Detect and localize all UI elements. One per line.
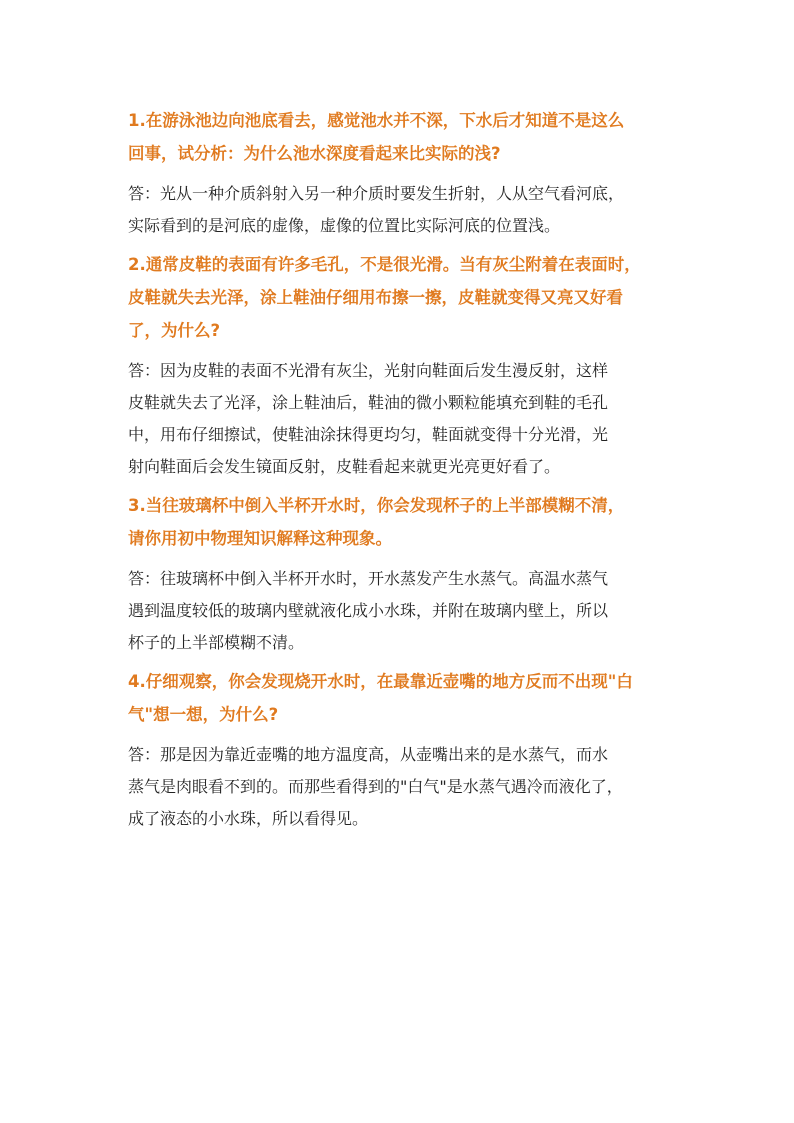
qa-item-2 — [128, 248, 688, 483]
document-page — [128, 104, 688, 841]
question-2: 2.通常皮鞋的表面有许多毛孔，不是很光滑。当有灰尘附着在表面时， 皮鞋就失去光泽，涂上鞋油仔细用布擦一擦，皮鞋就变得又亮又好看 了，为什么? — [128, 255, 641, 340]
qa-item-4 — [128, 665, 688, 835]
answer-3: 答：往玻璃杯中倒入半杯开水时，开水蒸发产生水蒸气。高温水蒸气 遇到温度较低的玻璃内壁就液化成小水珠，并附在玻璃内壁上，所以 杯子的上半部模糊不清。 — [128, 569, 609, 652]
question-1: 1.在游泳池边向池底看去，感觉池水并不深，下水后才知道不是这么 回事，试分析：为什么池水深度看起来比实际的浅? — [128, 111, 625, 163]
answer-1: 答：光从一种介质斜射入另一种介质时要发生折射，人从空气看河底， 实际看到的是河底的虚像，虚像的位置比实际河底的位置浅。 — [128, 184, 625, 235]
qa-item-3 — [128, 489, 688, 659]
question-3: 3.当往玻璃杯中倒入半杯开水时，你会发现杯子的上半部模糊不清， 请你用初中物理知识解释这种现象。 — [128, 496, 625, 548]
answer-2: 答：因为皮鞋的表面不光滑有灰尘，光射向鞋面后发生漫反射，这样 皮鞋就失去了光泽，涂上鞋油后，鞋油的微小颗粒能填充到鞋的毛孔 中，用布仔细擦试，使鞋油涂抹得更均匀，鞋面就变得十分光滑，光 射向鞋面后会发生镜面反射，皮鞋看起来就更光亮更好看了。 — [128, 361, 609, 476]
question-4: 4.仔细观察，你会发现烧开水时，在最靠近壶嘴的地方反而不出现"白 气"想一想，为什么? — [128, 672, 633, 724]
answer-4: 答：那是因为靠近壶嘴的地方温度高，从壶嘴出来的是水蒸气，而水 蒸气是肉眼看不到的。而那些看得到的"白气"是水蒸气遇冷而液化了， 成了液态的小水珠，所以看得见。 — [128, 745, 623, 828]
qa-item-1 — [128, 104, 688, 242]
